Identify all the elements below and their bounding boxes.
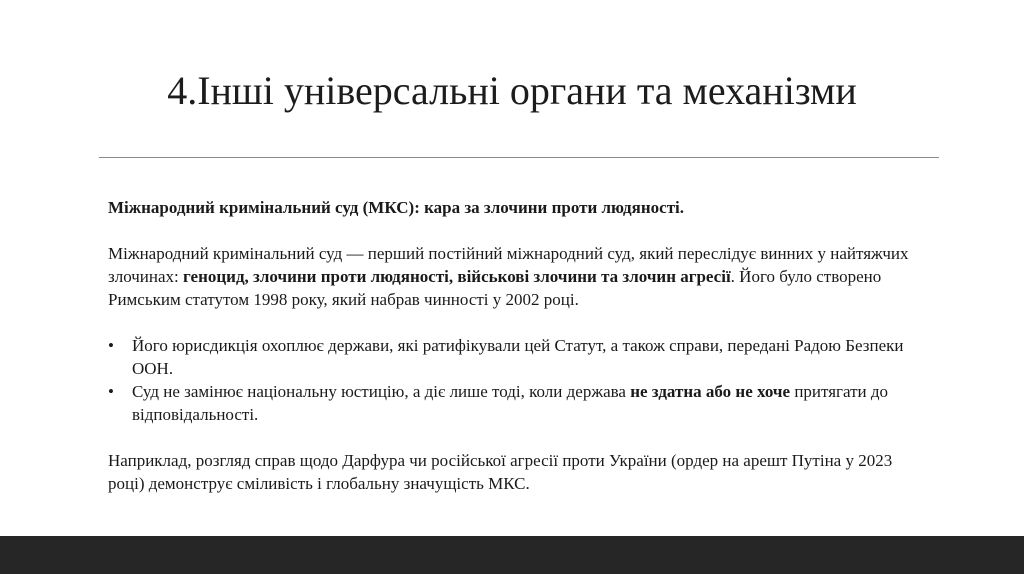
bullet-icon: • bbox=[108, 336, 114, 355]
section-heading: Міжнародний кримінальний суд (МКС): кара за злочини проти людяності. bbox=[108, 198, 685, 217]
bullet-list bbox=[108, 334, 928, 426]
intro-text-1: Міжнародний кримінальний суд — перший постійний міжнародний суд, який переслідує винних у найтяжчих злочинах: bbox=[108, 244, 909, 286]
intro-paragraph bbox=[108, 242, 928, 311]
intro-text-2: . Його було створено Римським статутом 1998 року, який набрав чинності у 2002 році. bbox=[108, 267, 882, 309]
bullet-text-after: притягати до відповідальності. bbox=[132, 382, 889, 424]
title-divider bbox=[99, 157, 939, 158]
footer-bar bbox=[0, 536, 1024, 574]
slide-body bbox=[108, 196, 928, 495]
list-item bbox=[108, 380, 928, 426]
bullet-icon: • bbox=[108, 382, 114, 401]
bullet-bold-unable: не здатна або не хоче bbox=[630, 382, 791, 401]
slide-title: 4.Інші універсальні органи та механізми bbox=[167, 68, 857, 113]
bullet-text-jurisdiction: Його юрисдикція охоплює держави, які ратифікували цей Статут, а також справи, передані Радою Безпеки ООН. bbox=[132, 336, 904, 378]
bullet-text-complementarity bbox=[132, 382, 888, 424]
intro-bold-crimes: геноцид, злочини проти людяності, військові злочини та злочин агресії bbox=[183, 267, 731, 286]
example-paragraph: Наприклад, розгляд справ щодо Дарфура чи російської агресії проти України (ордер на арешт Путіна у 2023 році) демонструє сміливість і глобальну значущість МКС. bbox=[108, 451, 893, 493]
list-item bbox=[108, 334, 928, 380]
bullet-text-before: Суд не замінює національну юстицію, а діє лише тоді, коли держава bbox=[132, 382, 631, 401]
